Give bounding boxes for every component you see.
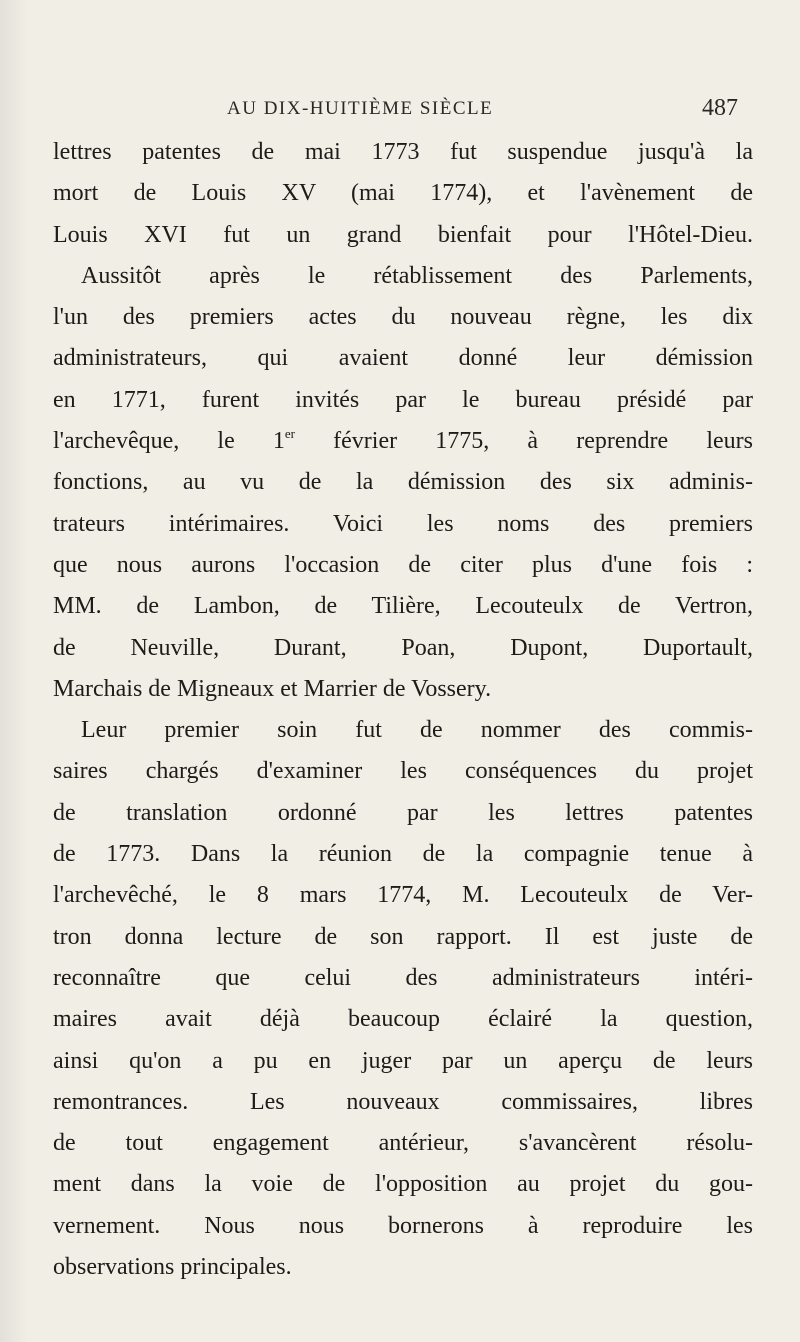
text-line: fonctions, au vu de la démission des six adminis-	[53, 469, 753, 496]
text-line: de Neuville, Durant, Poan, Dupont, Duportault,	[53, 634, 753, 661]
text-line: ainsi qu'on a pu en juger par un aperçu de leurs	[53, 1047, 753, 1074]
text-line: mort de Louis XV (mai 1774), et l'avènement de	[53, 180, 753, 207]
text-line: l'archevêché, le 8 mars 1774, M. Lecouteulx de Ver-	[53, 882, 753, 909]
body-text	[53, 132, 753, 1288]
text-fragment: février 1775, à reprendre leurs	[295, 428, 753, 455]
text-line: Louis XVI fut un grand bienfait pour l'Hôtel-Dieu.	[53, 221, 753, 248]
text-line: lettres patentes de mai 1773 fut suspendue jusqu'à la	[53, 139, 753, 165]
paragraph-end-line: observations principales.	[53, 1254, 292, 1281]
text-line: administrateurs, qui avaient donné leur démission	[53, 345, 753, 372]
text-line: maires avait déjà beaucoup éclairé la question,	[53, 1006, 753, 1033]
text-line: ment dans la voie de l'opposition au projet du gou-	[53, 1171, 753, 1198]
text-line: de 1773. Dans la réunion de la compagnie tenue à	[53, 841, 753, 868]
text-line: que nous aurons l'occasion de citer plus d'une fois :	[53, 551, 753, 578]
running-head-title: AU DIX-HUITIÈME SIÈCLE	[227, 98, 494, 119]
paragraph-start-line: Leur premier soin fut de nommer des commis-	[81, 717, 753, 744]
text-line: de tout engagement antérieur, s'avancèrent résolu-	[53, 1130, 753, 1157]
running-head	[0, 95, 800, 128]
text-line-with-superscript	[53, 421, 753, 462]
text-fragment: l'archevêque, le 1	[53, 428, 285, 455]
text-line: reconnaître que celui des administrateurs intéri-	[53, 964, 753, 991]
text-line: tron donna lecture de son rapport. Il est juste de	[53, 923, 753, 950]
text-line: en 1771, furent invités par le bureau présidé par	[53, 386, 753, 413]
text-line: vernement. Nous nous bornerons à reproduire les	[53, 1212, 753, 1239]
text-line: saires chargés d'examiner les conséquences du projet	[53, 758, 753, 785]
page-number: 487	[702, 95, 738, 121]
paragraph-start-line: Aussitôt après le rétablissement des Parlements,	[81, 262, 753, 289]
paragraph-end-line: Marchais de Migneaux et Marrier de Vossery.	[53, 675, 492, 702]
text-line: MM. de Lambon, de Tilière, Lecouteulx de Vertron,	[53, 593, 753, 620]
text-line: remontrances. Les nouveaux commissaires, libres	[53, 1088, 753, 1115]
ordinal-superscript: er	[284, 426, 295, 442]
text-line: de translation ordonné par les lettres patentes	[53, 799, 753, 826]
text-line: trateurs intérimaires. Voici les noms des premiers	[53, 510, 753, 537]
text-line: l'un des premiers actes du nouveau règne, les dix	[53, 304, 753, 331]
